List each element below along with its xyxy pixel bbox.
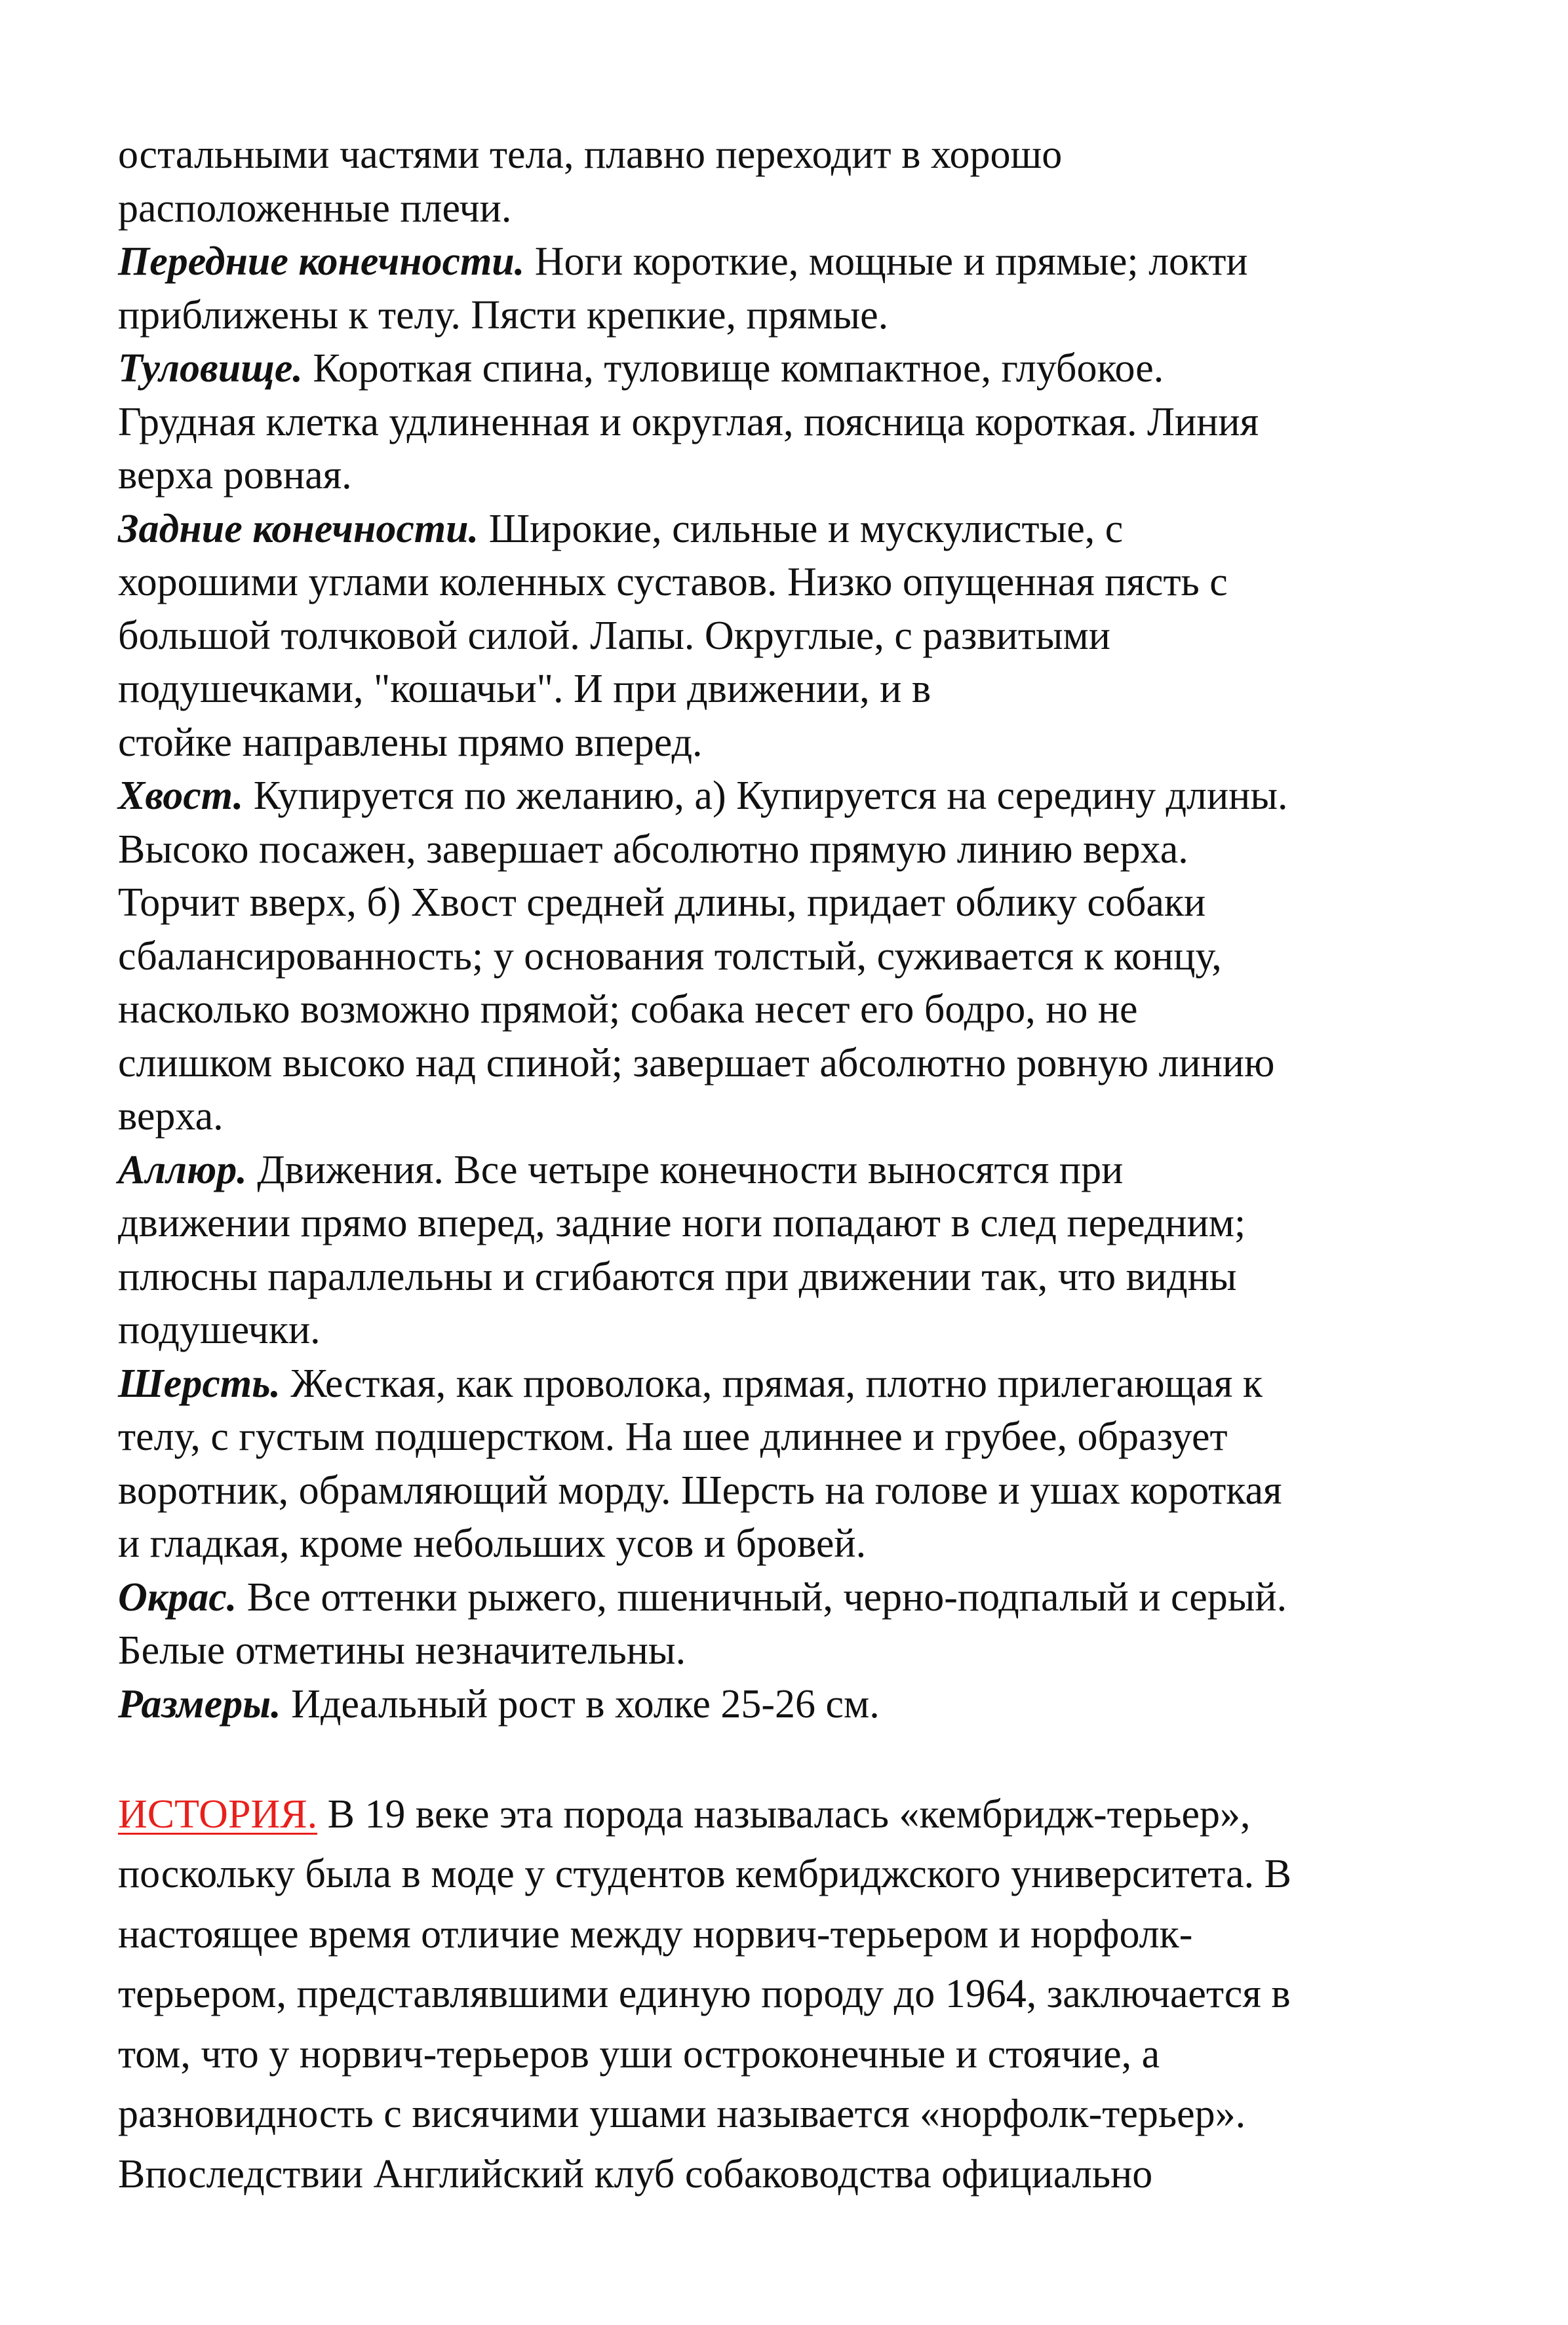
history-section [118,1785,1481,2205]
hindlegs-section [118,503,1481,770]
gait-line-2: движении прямо вперед, задние ноги попадают в след передним; [118,1201,1246,1245]
size-text-1: Идеальный рост в холке 25-26 см. [281,1681,880,1727]
history-line-3: настоящее время отличие между норвич-терьером и норфолк- [118,1911,1193,1957]
color-section [118,1571,1481,1678]
body-section [118,342,1481,503]
coat-text-1: Жесткая, как проволока, прямая, плотно прилегающая к [280,1361,1263,1406]
color-heading: Окрас. [118,1574,237,1620]
tail-line-3: Торчит вверх, б) Хвост средней длины, придает облику собаки [118,880,1206,925]
color-text-1: Все оттенки рыжего, пшеничный, черно-подпалый и серый. [237,1574,1287,1620]
history-link[interactable]: ИСТОРИЯ. [118,1791,318,1837]
forelegs-text-1: Ноги короткие, мощные и прямые; локти [524,239,1248,284]
hindlegs-line-4: подушечками, "кошачьи". И при движении, и в [118,667,931,711]
hindlegs-line-5: стойке направлены прямо вперед. [118,720,703,765]
forelegs-line-1 [118,235,1481,289]
history-text-1: В 19 веке эта порода называлась «кембридж-терьер», [317,1791,1251,1837]
size-line-1 [118,1678,1481,1732]
hindlegs-line-1 [118,503,1481,557]
coat-heading: Шерсть. [118,1361,281,1406]
gait-line-4: подушечки. [118,1308,321,1352]
coat-line-3: воротник, обрамляющий морду. Шерсть на голове и ушах короткая [118,1468,1282,1513]
tail-heading: Хвост. [118,773,244,818]
tail-line-4: сбалансированность; у основания толстый, суживается к концу, [118,933,1222,979]
tail-line-7: верха. [118,1094,224,1139]
tail-text-1: Купируется по желанию, а) Купируется на середину длины. [243,773,1288,818]
coat-line-1 [118,1358,1481,1411]
body-line-2: Грудная клетка удлиненная и округлая, поясница короткая. Линия [118,399,1259,444]
hindlegs-text-1: Широкие, сильные и мускулистые, с [479,506,1124,551]
forelegs-line-2: приближены к телу. Пясти крепкие, прямые. [118,292,889,338]
gait-line-3: плюсны параллельны и сгибаются при движении так, что видны [118,1254,1237,1299]
body-line-1 [118,342,1481,396]
body-text-1: Короткая спина, туловище компактное, глубокое. [302,346,1164,391]
body-heading: Туловище. [118,346,303,391]
size-heading: Размеры. [118,1681,281,1727]
body-line-3: верха ровная. [118,453,352,498]
color-line-2: Белые отметины незначительны. [118,1628,686,1673]
tail-line-6: слишком высоко над спиной; завершает абсолютно ровную линию [118,1040,1275,1085]
document-page [118,128,1481,2204]
tail-line-5: насколько возможно прямой; собака несет его бодро, но не [118,987,1138,1032]
history-line-6: разновидность с висячими ушами называется «норфолк-терьер». [118,2092,1246,2136]
coat-line-4: и гладкая, кроме небольших усов и бровей. [118,1521,867,1566]
tail-line-2: Высоко посажен, завершает абсолютно прямую линию верха. [118,827,1188,872]
gait-section [118,1144,1481,1358]
forelegs-heading: Передние конечности. [118,239,525,284]
history-line-7: Впоследствии Английский клуб собаководства официально [118,2151,1153,2197]
gait-heading: Аллюр. [118,1147,247,1192]
color-line-1 [118,1571,1481,1625]
gait-text-1: Движения. Все четыре конечности выносятся при [246,1147,1124,1192]
tail-section [118,770,1481,1144]
intro-line-1: остальными частями тела, плавно переходит в хорошо [118,132,1063,177]
coat-line-2: телу, с густым подшерстком. На шее длиннее и грубее, образует [118,1415,1228,1459]
hindlegs-heading: Задние конечности. [118,506,479,551]
hindlegs-line-2: хорошими углами коленных суставов. Низко опущенная пясть с [118,560,1228,604]
coat-section [118,1358,1481,1571]
tail-line-1 [118,770,1481,823]
intro-line-2: расположенные плечи. [118,186,512,231]
forelegs-section [118,235,1481,342]
gait-line-1 [118,1144,1481,1198]
history-line-1 [118,1785,1481,1845]
history-line-4: терьером, представлявшими единую породу до 1964, заключается в [118,1972,1291,2016]
size-section [118,1678,1481,1732]
intro-section [118,128,1481,235]
section-gap [118,1731,1481,1785]
history-line-2: поскольку была в моде у студентов кембриджского университета. В [118,1852,1292,1896]
hindlegs-line-3: большой толчковой силой. Лапы. Округлые, с развитыми [118,613,1110,658]
history-line-5: том, что у норвич-терьеров уши остроконечные и стоячие, а [118,2031,1160,2077]
